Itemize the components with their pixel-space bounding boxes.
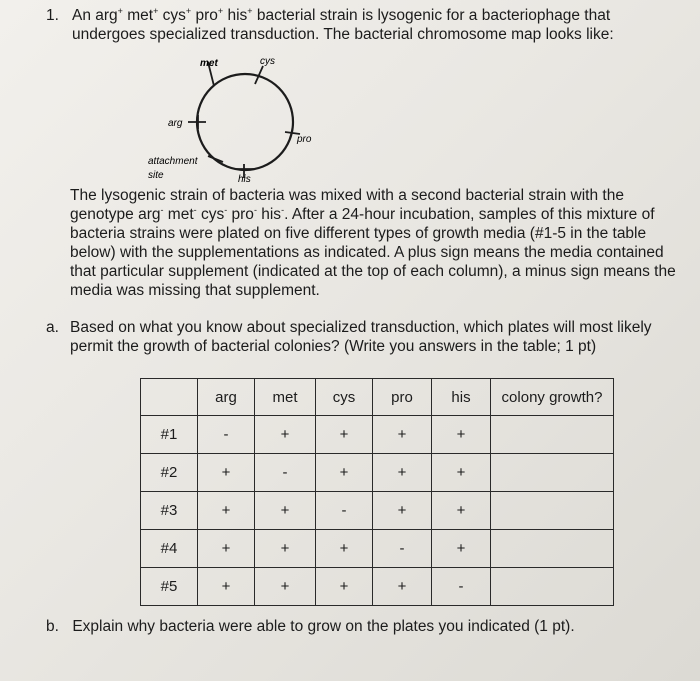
table-cell: +: [198, 454, 255, 492]
table-header-cell: pro: [373, 379, 432, 416]
question-number: 1.: [46, 7, 59, 24]
genotype-pro: pro: [191, 7, 218, 24]
table-row: [141, 492, 614, 530]
table-cell: -: [198, 416, 255, 454]
table-cell: +: [373, 454, 432, 492]
table-cell: -: [316, 492, 373, 530]
map-label-arg: arg: [168, 118, 183, 129]
table-row: [141, 530, 614, 568]
table-header-row: [141, 379, 614, 416]
table-row: [141, 454, 614, 492]
plate-label: #5: [141, 568, 198, 606]
growth-answer-cell[interactable]: [491, 492, 614, 530]
growth-media-table: [140, 378, 614, 606]
table-row: [141, 568, 614, 606]
table-cell: +: [316, 454, 373, 492]
genotype-arg: An arg: [72, 7, 118, 24]
chromosome-map: [130, 52, 330, 182]
table-cell: +: [432, 530, 491, 568]
table-header-cell: [141, 379, 198, 416]
table-header-cell: met: [255, 379, 316, 416]
map-label-pro: pro: [297, 134, 312, 145]
table-cell: +: [255, 568, 316, 606]
experiment-description: The lysogenic strain of bacteria was mixed with a second bacterial strain with the genotype arg- met- cys- pro- his-. After a 24-hour incubation, samples of this mixture of bacteria strains were plated on five different types of growth media (#1-5 in the table below) with the supplementations as indicated. A plus sign means the media contained that particular supplement (indicated at the top of each column), a minus sign means the media was missing that supplement.: [70, 187, 676, 299]
table-row: [141, 416, 614, 454]
table-header-cell: arg: [198, 379, 255, 416]
met-sign: +: [153, 5, 159, 16]
pro-sign: +: [217, 5, 224, 16]
table-cell: -: [255, 454, 316, 492]
table-cell: +: [255, 530, 316, 568]
question-b-label: b.: [46, 618, 59, 635]
map-label-site: site: [148, 170, 164, 181]
table-cell: -: [432, 568, 491, 606]
map-label-his: his: [238, 174, 251, 182]
table-header-cell: his: [432, 379, 491, 416]
plate-label: #1: [141, 416, 198, 454]
chromosome-circle: [197, 74, 293, 170]
table-cell: +: [316, 530, 373, 568]
plate-label: #2: [141, 454, 198, 492]
table-cell: +: [432, 492, 491, 530]
table-cell: +: [198, 492, 255, 530]
question-a-text: Based on what you know about specialized transduction, which plates will most likely permit the growth of bacterial colonies? (Write you answers in the table; 1 pt): [70, 319, 652, 355]
table-cell: +: [255, 416, 316, 454]
map-label-attachment: attachment: [148, 156, 198, 167]
table-cell: +: [255, 492, 316, 530]
table-cell: +: [198, 568, 255, 606]
table-cell: +: [373, 568, 432, 606]
growth-answer-cell[interactable]: [491, 568, 614, 606]
question-1-text: [72, 6, 672, 44]
genotype-met: met: [122, 7, 154, 24]
question-1-rest: bacterial strain is lysogenic for a bacteriophage that undergoes specialized transduction. The bacterial chromosome map looks like:: [72, 7, 614, 43]
arg-sign: +: [117, 5, 123, 16]
question-a-label: a.: [46, 319, 59, 336]
table-cell: +: [316, 568, 373, 606]
table-header-cell: colony growth?: [491, 379, 614, 416]
plate-label: #3: [141, 492, 198, 530]
table-cell: +: [373, 416, 432, 454]
his-sign: +: [247, 5, 253, 16]
genotype-his: his: [223, 7, 248, 24]
growth-answer-cell[interactable]: [491, 530, 614, 568]
table-cell: +: [198, 530, 255, 568]
question-b-text: Explain why bacteria were able to grow on the plates you indicated (1 pt).: [72, 618, 575, 635]
map-label-cys: cys: [260, 56, 275, 67]
question-b: [46, 618, 575, 636]
map-label-met: met: [200, 58, 218, 69]
growth-answer-cell[interactable]: [491, 416, 614, 454]
table-cell: +: [316, 416, 373, 454]
genotype-cys: cys: [158, 7, 186, 24]
cys-sign: +: [185, 5, 192, 16]
table-cell: +: [373, 492, 432, 530]
plate-label: #4: [141, 530, 198, 568]
table-cell: +: [432, 454, 491, 492]
table-cell: +: [432, 416, 491, 454]
table-header-cell: cys: [316, 379, 373, 416]
growth-answer-cell[interactable]: [491, 454, 614, 492]
table-cell: -: [373, 530, 432, 568]
